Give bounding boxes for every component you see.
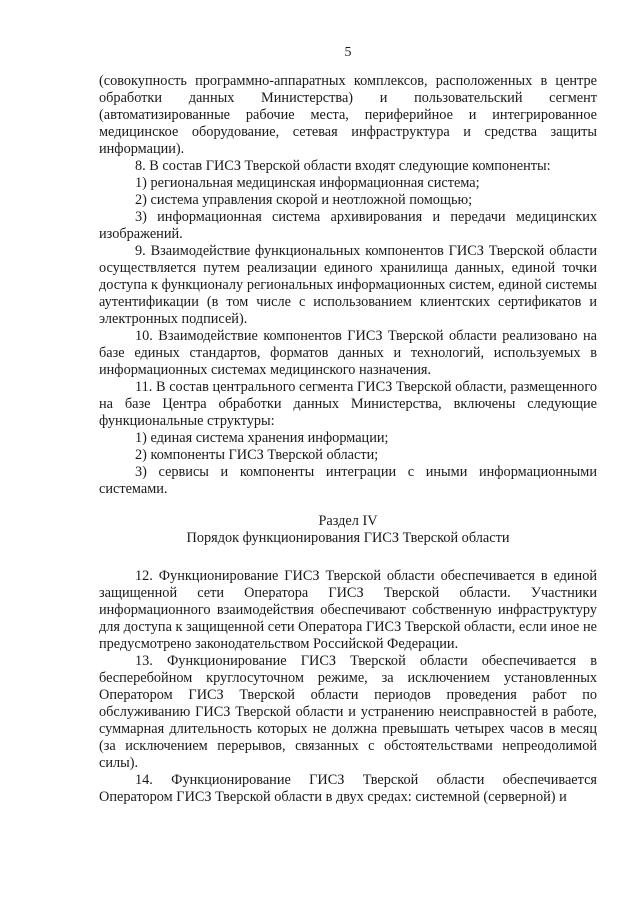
list-item-11-1: 1) единая система хранения информации; bbox=[135, 430, 389, 446]
page-number: 5 bbox=[344, 45, 352, 60]
document-body bbox=[99, 73, 597, 806]
paragraph-8: 8. В состав ГИСЗ Тверской области входят следующие компоненты: bbox=[135, 158, 551, 174]
section-title: Раздел IV bbox=[318, 513, 378, 529]
paragraph-13: 13. Функционирование ГИСЗ Тверской области обеспечивается в бесперебойном круглосуточном режиме, за исключением установленных Оператором ГИСЗ Тверской области периодов проведения работ по обслуживанию ГИСЗ Тверской области и устранению неисправностей в работе, суммарная длительность которых не должна превышать четырех часов в месяц (за исключением перерывов, связанных с обстоятельствами непреодолимой силы). bbox=[99, 653, 597, 771]
paragraph-10: 10. Взаимодействие компонентов ГИСЗ Тверской области реализовано на базе единых стандартов, форматов данных и технологий, используемых в информационных системах медицинского назначения. bbox=[99, 328, 597, 378]
list-item-8-3: 3) информационная система архивирования и передачи медицинских изображений. bbox=[99, 209, 597, 242]
paragraph-7-continuation: (совокупность программно-аппаратных комплексов, расположенных в центре обработки данных Министерства) и пользовательский сегмент (автоматизированные рабочие места, периферийное и интегрированное медицинское оборудование, сетевая инфраструктура и средства защиты информации). bbox=[99, 73, 597, 157]
paragraph-12: 12. Функционирование ГИСЗ Тверской области обеспечивается в единой защищенной сети Оператора ГИСЗ Тверской области. Участники информационного взаимодействия обеспечивают собственную инфраструктуру для доступа к защищенной сети Оператора ГИСЗ Тверской области, если иное не предусмотрено законодательством Российской Федерации. bbox=[99, 568, 597, 652]
list-item-8-2: 2) система управления скорой и неотложной помощью; bbox=[135, 192, 473, 208]
paragraph-11: 11. В состав центрального сегмента ГИСЗ Тверской области, размещенного на базе Центра обработки данных Министерства, включены следующие функциональные структуры: bbox=[99, 379, 597, 429]
list-item-8-1: 1) региональная медицинская информационная система; bbox=[135, 175, 480, 191]
paragraph-14: 14. Функционирование ГИСЗ Тверской области обеспечивается Оператором ГИСЗ Тверской области в двух средах: системной (серверной) и bbox=[99, 772, 597, 805]
list-item-11-3: 3) сервисы и компоненты интеграции с иными информационными системами. bbox=[99, 464, 597, 497]
list-item-11-2: 2) компоненты ГИСЗ Тверской области; bbox=[135, 447, 379, 463]
paragraph-9: 9. Взаимодействие функциональных компонентов ГИСЗ Тверской области осуществляется путем реализации единого хранилища данных, единой точки доступа к функционалу региональных информационных систем, единой системы аутентификации (в том числе с использованием клиентских сертификатов и электронных подписей). bbox=[99, 243, 597, 327]
section-subtitle: Порядок функционирования ГИСЗ Тверской области bbox=[186, 530, 510, 546]
